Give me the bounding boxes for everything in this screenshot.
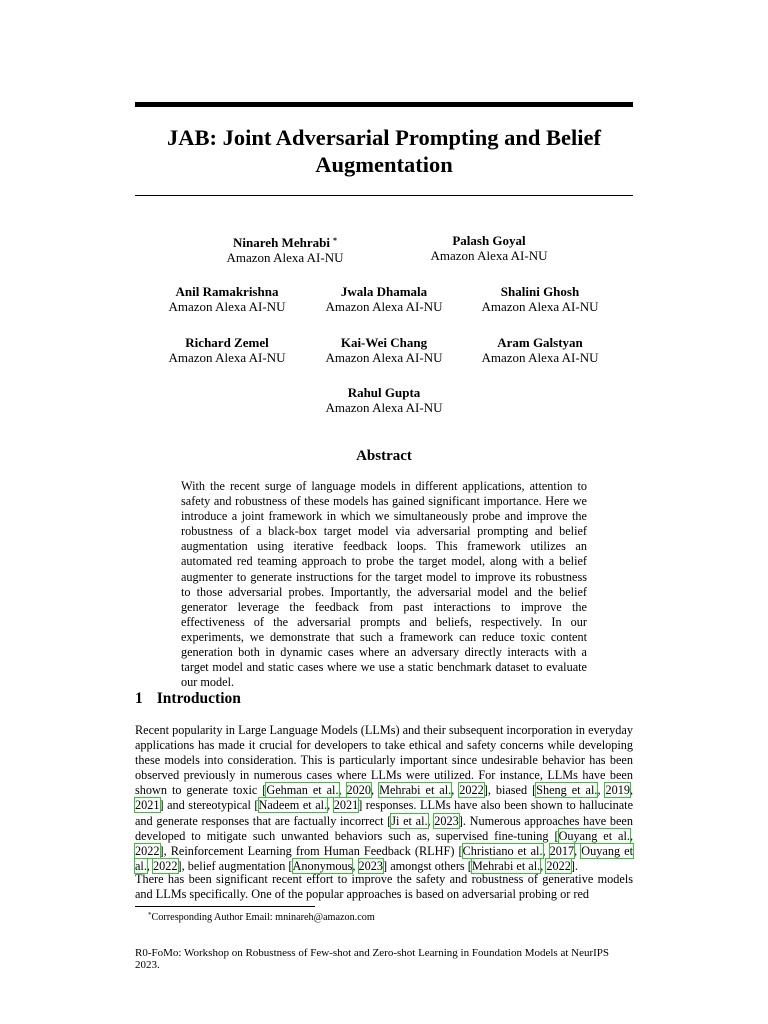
author-affiliation: Amazon Alexa AI-NU [168,350,286,365]
author-name: Ninareh Mehrabi [233,235,330,250]
citation-link[interactable]: Anonymous [292,858,353,873]
abstract-heading: Abstract [356,448,412,464]
intro-paragraph-2: There has been significant recent effort to improve the safety and robustness of generative models and LLMs specifically. One of the popular approaches is based on adversarial probing or red [135,872,633,902]
body-text: ], biased [ [483,783,537,798]
citation-link[interactable]: 2021 [135,798,160,813]
abstract-text: With the recent surge of language models in different applications, attention to safety and robustness of these models has gained significant importance. Here we introduce a joint framework in which we simultaneously probe and improve the robustness of a black-box target model via adversarial prompting and belief augmentation using iterative feedback loops. This framework utilizes an automated red teaming approach to probe the target model, along with a belief augmenter to generate instructions for the target model to improve its robustness to those adversarial probes. Importantly, the adversarial model and the belief generator leverage the feedback from past interactions to improve the effectiveness of the adversarial prompts and beliefs, respectively. In our experiments, we demonstrate that such a framework can reduce toxic content generation both in dynamic cases where an adversary directly interacts with a target model and static cases where we use a static benchmark dataset to evaluate our model. [181,479,587,690]
citation-link[interactable]: Nadeem et al. [258,798,328,813]
citation-link[interactable]: Ouyang et al. [135,843,633,873]
paper-title [135,124,633,178]
body-text: ], Reinforcement Learning from Human Feedback (RLHF) [ [159,843,463,858]
citation-link[interactable]: 2022 [459,783,484,798]
author-block [142,284,312,314]
citation-link[interactable]: 2021 [333,798,359,813]
author-name: Shalini Ghosh [500,284,580,299]
citation-link[interactable]: 2022 [135,843,160,858]
author-block [299,385,469,415]
body-text: ] responses. LLMs have also been shown to hallucinate and generate responses that are factually incorrect [ [135,798,634,828]
body-text: ] and stereotypical [ [159,798,259,813]
author-name: Rahul Gupta [347,385,421,400]
author-footnote-mark: * [332,236,337,245]
citation-link[interactable]: Gehman et al. [266,783,339,798]
author-name: Palash Goyal [452,233,526,248]
intro-paragraph-1: Recent popularity in Large Language Models (LLMs) and their subsequent incorporation in everyday applications has made it crucial for developers to take ethical and safety concerns while developing these models into consideration. This is particularly important since undesirable behavior has been observed previously in numerous cases where LLMs were utilized. For instance, LLMs have been shown to generate toxic [Gehman et al., 2020, Mehrabi et al., 2022], biased [Sheng et al., 2019, 2021] and stereotypical [Nadeem et al., 2021] responses. LLMs have also been shown to hallucinate and generate responses that are factually incorrect [Ji et al., 2023]. Numerous approaches have been developed to mitigate such unwanted behaviors such as, supervised fine-tuning [Ouyang et al., 2022], Reinforcement Learning from Human Feedback (RLHF) [Christiano et al., 2017, Ouyang et al., 2022], belief augmentation [Anonymous, 2023] amongst others [Mehrabi et al., 2022]. [135,723,634,873]
author-block [455,335,625,365]
citation-link[interactable]: Christiano et al. [462,843,543,858]
citation-link[interactable]: 2023 [358,858,384,873]
author-affiliation: Amazon Alexa AI-NU [168,299,286,314]
body-text: ] amongst others [ [383,858,472,873]
footnote [148,909,375,924]
author-block [404,233,574,263]
citation-link[interactable]: 2022 [153,858,178,873]
venue-footer: R0-FoMo: Workshop on Robustness of Few-shot and Zero-shot Learning in Foundation Models at NeurIPS 2023. [135,947,610,971]
citation-link[interactable]: Ouyang et al. [558,828,630,843]
author-name: Jwala Dhamala [340,284,428,299]
author-affiliation: Amazon Alexa AI-NU [481,350,599,365]
section-title: Introduction [156,690,241,707]
title-top-rule [135,102,633,107]
author-block [299,335,469,365]
title-bottom-rule [135,195,633,196]
author-affiliation: Amazon Alexa AI-NU [325,400,443,415]
footnote-marker: * [148,911,152,919]
author-affiliation: Amazon Alexa AI-NU [226,250,344,265]
title-line-1: JAB: Joint Adversarial Prompting and Belief [167,125,601,150]
citation-link[interactable]: Sheng et al. [536,783,598,798]
author-affiliation: Amazon Alexa AI-NU [430,248,548,263]
author-affiliation: Amazon Alexa AI-NU [325,299,443,314]
author-block [142,335,312,365]
author-name: Richard Zemel [185,335,269,350]
citation-link[interactable]: 2022 [546,858,571,873]
title-line-2: Augmentation [315,152,453,177]
author-name: Anil Ramakrishna [175,284,279,299]
author-affiliation: Amazon Alexa AI-NU [481,299,599,314]
body-text: ]. [570,858,578,873]
body-text: ], belief augmentation [ [177,858,293,873]
citation-link[interactable]: Mehrabi et al. [471,858,541,873]
author-block [200,233,370,265]
author-block [299,284,469,314]
citation-link[interactable]: Ji et al. [391,813,428,828]
author-affiliation: Amazon Alexa AI-NU [325,350,443,365]
author-name: Aram Galstyan [497,335,583,350]
citation-link[interactable]: 2019 [605,783,630,798]
footnote-rule [135,906,315,907]
section-heading [135,690,241,708]
citation-link[interactable]: 2017 [549,843,575,858]
author-name: Kai-Wei Chang [340,335,428,350]
citation-link[interactable]: Mehrabi et al. [379,783,452,798]
citation-link[interactable]: 2020 [346,783,372,798]
body-text: ]. Numerous approaches have been developed to mitigate such unwanted behaviors such as, supervised fine-tuning [ [135,813,633,843]
citation-link[interactable]: 2023 [434,813,459,828]
footnote-text: Corresponding Author Email: mninareh@amazon.com [151,912,375,923]
section-number: 1 [135,690,143,707]
body-text: Recent popularity in Large Language Models (LLMs) and their subsequent incorporation in everyday applications has made it crucial for developers to take ethical and safety concerns while developing these models into consideration. This is particularly important since undesirable behavior has been observed previously in numerous cases where LLMs were utilized. For instance, LLMs have been shown to generate toxic [ [135,723,633,798]
author-block [455,284,625,314]
